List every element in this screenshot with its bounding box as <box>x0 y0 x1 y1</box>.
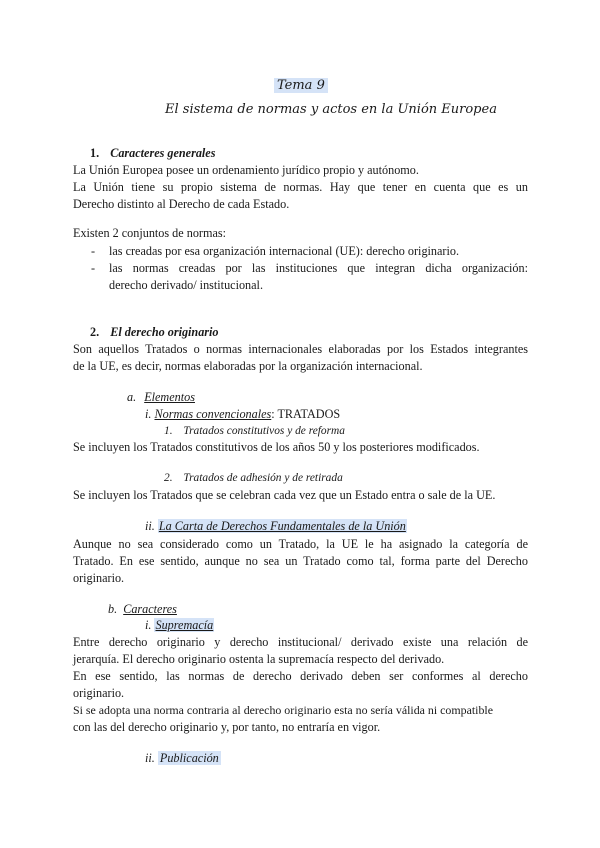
section-2-title: El derecho originario <box>110 325 219 339</box>
section-1-title: Caracteres generales <box>110 146 216 160</box>
page-title: Tema 9 <box>274 77 328 94</box>
paragraph: Se incluyen los Tratados constitutivos de los años 50 y los posteriores modificados. <box>73 440 480 454</box>
paragraph: Se incluyen los Tratados que se celebran cada vez que un Estado entra o sale de la UE. <box>73 488 496 502</box>
paragraph: La Unión Europea posee un ordenamiento jurídico propio y autónomo. <box>73 163 419 177</box>
paragraph: Son aquellos Tratados o normas internacionales elaboradas por los Estados integrantes <box>73 342 528 356</box>
page-subtitle: El sistema de normas y actos en la Unión Europea <box>165 102 497 117</box>
paragraph: jerarquía. El derecho originario ostenta la supremacía respecto del derivado. <box>73 652 445 666</box>
paragraph: con las del derecho originario y, por tanto, no entraría en vigor. <box>73 720 381 734</box>
paragraph: originario. <box>73 686 125 700</box>
list-item: las normas creadas por las instituciones que integran dicha organización: <box>109 261 528 275</box>
paragraph: originario. <box>73 571 125 585</box>
subheading-b: b. Caracteres <box>108 602 177 616</box>
bullet-dash: - <box>91 244 96 258</box>
section-1-heading <box>90 145 215 162</box>
subheading-a: a. Elementos <box>127 390 195 404</box>
paragraph: Si se adopta una norma contraria al derecho originario esta no sería válida ni compatible <box>73 703 493 717</box>
subheading-ii: ii. La Carta de Derechos Fundamentales de la Unión <box>145 519 406 533</box>
list-item: las creadas por esa organización internacional (UE): derecho originario. <box>109 244 460 258</box>
paragraph: Existen 2 conjuntos de normas: <box>73 226 226 240</box>
paragraph: Derecho distinto al Derecho de cada Estado. <box>73 197 290 211</box>
paragraph: Tratado. En ese sentido, aunque no sea un Tratado como tal, forma parte del Derecho <box>73 554 528 568</box>
item-2-heading: 2. Tratados de adhesión y de retirada <box>164 472 343 484</box>
paragraph: Aunque no sea considerado como un Tratado, la UE le ha asignado la categoría de <box>73 537 528 551</box>
list-item-continuation: derecho derivado/ institucional. <box>109 278 263 292</box>
paragraph: de la UE, es decir, normas elaboradas por la organización internacional. <box>73 359 423 373</box>
section-2-number: 2. <box>90 325 100 339</box>
section-2-heading <box>90 324 219 341</box>
paragraph: Entre derecho originario y derecho institucional/ derivado existe una relación de <box>73 635 528 649</box>
paragraph: La Unión tiene su propio sistema de normas. Hay que tener en cuenta que es un <box>73 180 528 194</box>
subheading-i: i. Normas convencionales: TRATADOS <box>145 407 341 421</box>
item-1-heading: 1. Tratados constitutivos y de reforma <box>164 425 345 437</box>
subheading-b-i: i. Supremacía <box>145 618 214 632</box>
paragraph: En ese sentido, las normas de derecho derivado deben ser conformes al derecho <box>73 669 528 683</box>
section-1-number: 1. <box>90 146 100 160</box>
bullet-dash: - <box>91 261 96 275</box>
subheading-b-ii: ii. Publicación <box>145 751 219 765</box>
